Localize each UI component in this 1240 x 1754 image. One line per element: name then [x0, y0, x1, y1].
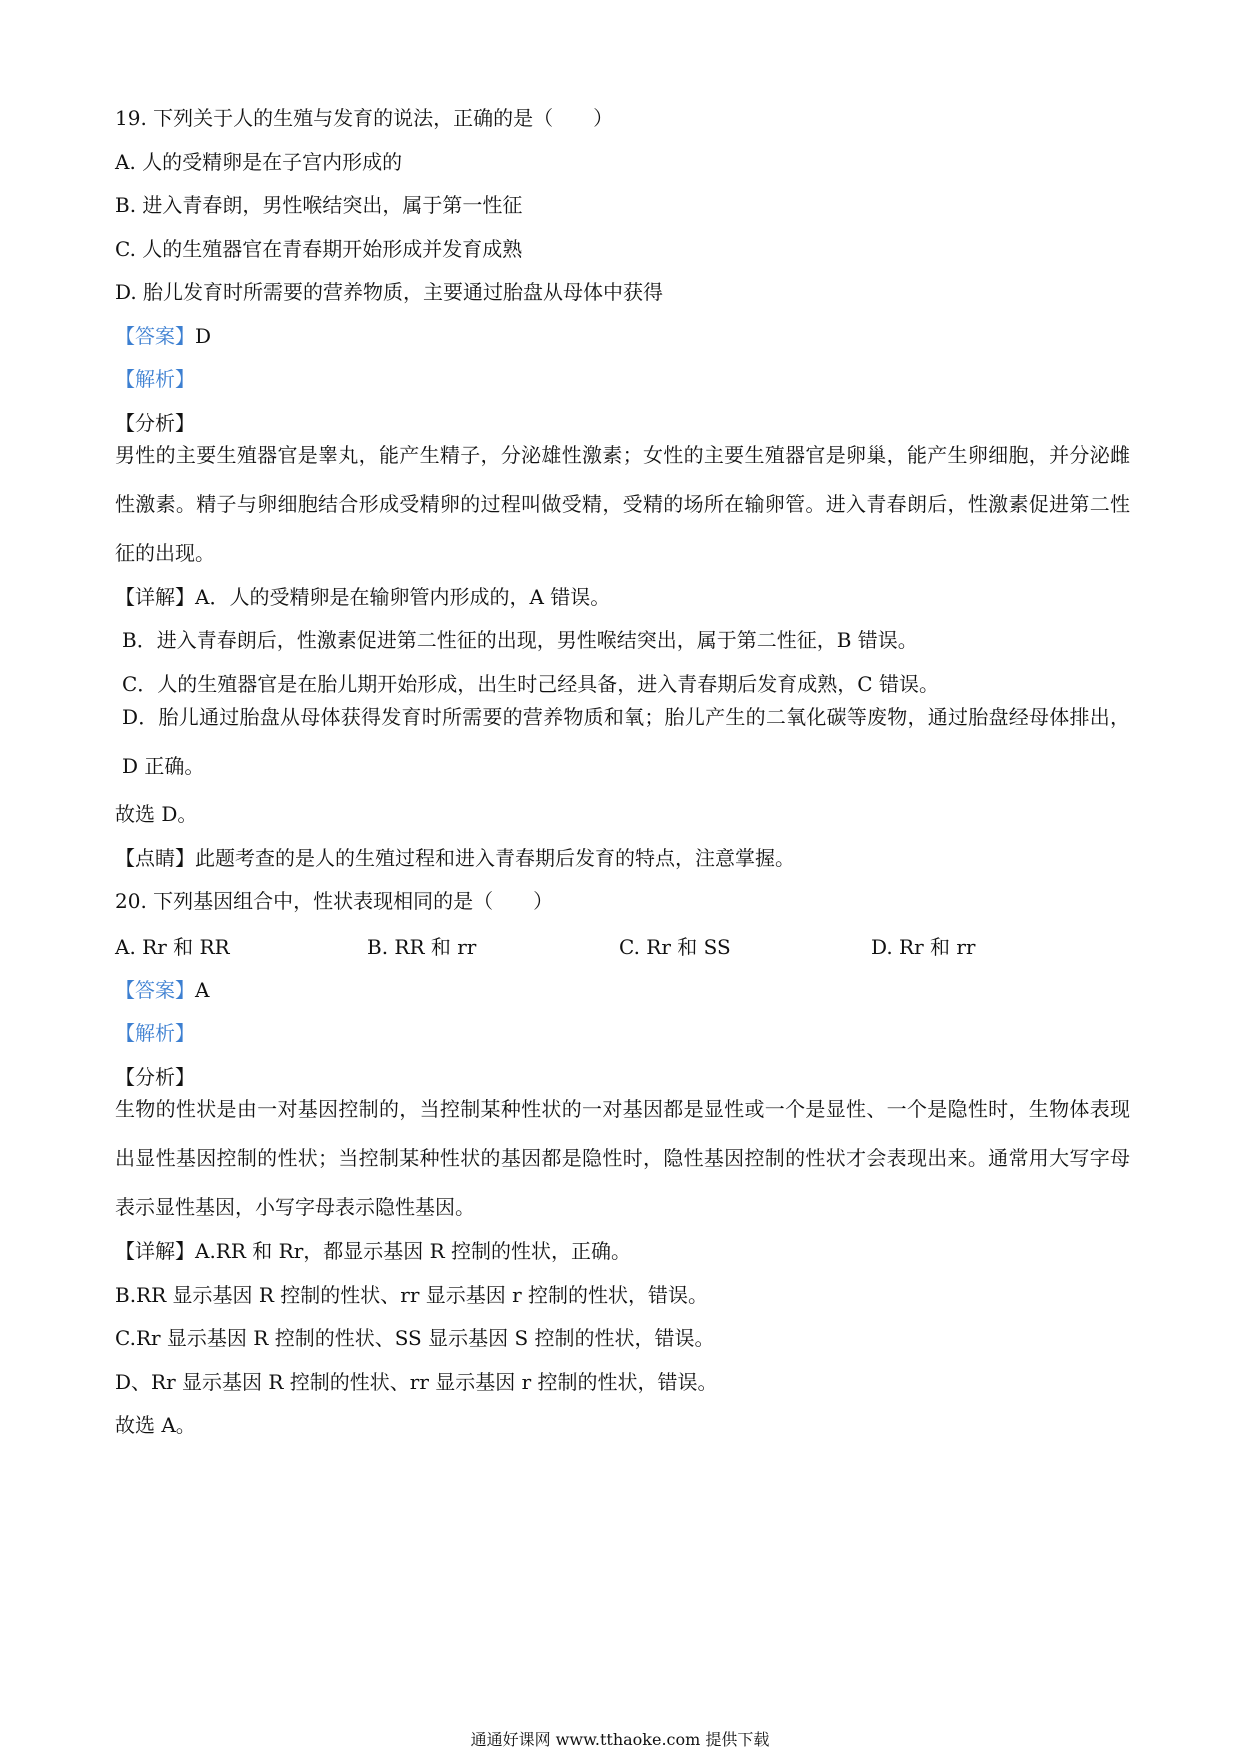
answer-tag: 【答案】	[115, 978, 195, 1002]
detail-tag: 【详解】	[115, 585, 195, 609]
q19-detail-d: D．胎儿通过胎盘从母体获得发育时所需要的营养物质和氧；胎儿产生的二氧化碳等废物，通过胎盘经母体排出，D 正确。	[122, 705, 1130, 778]
q20-fenxi-text: 生物的性状是由一对基因控制的，当控制某种性状的一对基因都是显性或一个是显性、一个是隐性时，生物体表现出显性基因控制的性状；当控制某种性状的基因都是隐性时，隐性基因控制的性状才会表现出来。通常用大写字母表示显性基因，小写字母表示隐性基因。	[115, 1097, 1130, 1219]
q20-detail-a: 【详解】A.RR 和 Rr，都显示基因 R 控制的性状，正确。	[115, 1239, 632, 1263]
q19-answer	[115, 323, 211, 349]
q20-choose: 故选 A。	[115, 1413, 196, 1437]
q20-option-c: C. Rr 和 SS	[619, 935, 731, 959]
question-20-stem: 20. 下列基因组合中，性状表现相同的是（ ）	[115, 889, 554, 913]
answer-tag: 【答案】	[115, 324, 195, 348]
footer-source: 通通好课网 www.tthaoke.com 提供下载	[470, 1730, 770, 1749]
q19-choose: 故选 D。	[115, 802, 198, 826]
q20-option-b: B. RR 和 rr	[367, 935, 477, 959]
q19-option-c: C. 人的生殖器官在青春期开始形成并发育成熟	[115, 237, 523, 261]
dianjing-tag: 【点睛】	[115, 846, 195, 870]
q19-detail-c: C．人的生殖器官是在胎儿期开始形成，出生时己经具备，进入青春期后发育成熟，C 错误。	[122, 672, 939, 696]
q19-dianjing: 【点睛】此题考查的是人的生殖过程和进入青春期后发育的特点，注意掌握。	[115, 846, 795, 870]
q19-fenxi-text: 男性的主要生殖器官是睾丸，能产生精子，分泌雄性激素；女性的主要生殖器官是卵巢，能产生卵细胞，并分泌雌性激素。精子与卵细胞结合形成受精卵的过程叫做受精，受精的场所在输卵管。进入青春朗后，性激素促进第二性征的出现。	[115, 443, 1130, 565]
q19-detail-a: 【详解】A．人的受精卵是在输卵管内形成的，A 错误。	[115, 585, 611, 609]
q19-analysis-tag: 【解析】	[115, 367, 195, 391]
answer-value: A	[195, 978, 210, 1002]
answer-value: D	[195, 324, 212, 348]
question-19-stem: 19. 下列关于人的生殖与发育的说法，正确的是（ ）	[115, 106, 614, 130]
q19-option-b: B. 进入青春朗，男性喉结突出，属于第一性征	[115, 193, 523, 217]
q20-detail-c: C.Rr 显示基因 R 控制的性状、SS 显示基因 S 控制的性状，错误。	[115, 1326, 715, 1350]
q20-fenxi-tag: 【分析】	[115, 1065, 195, 1089]
detail-tag: 【详解】	[115, 1239, 195, 1263]
q19-detail-b: B．进入青春朗后，性激素促进第二性征的出现，男性喉结突出，属于第二性征，B 错误。	[122, 628, 918, 652]
q19-option-d: D. 胎儿发育时所需要的营养物质，主要通过胎盘从母体中获得	[115, 280, 664, 304]
q20-answer	[115, 977, 209, 1003]
q20-option-d: D. Rr 和 rr	[871, 935, 976, 959]
q19-fenxi-tag: 【分析】	[115, 411, 195, 435]
q20-analysis-tag: 【解析】	[115, 1021, 195, 1045]
q20-detail-b: B.RR 显示基因 R 控制的性状、rr 显示基因 r 控制的性状，错误。	[115, 1283, 709, 1307]
q19-option-a: A. 人的受精卵是在子宫内形成的	[115, 150, 403, 174]
q20-option-a: A. Rr 和 RR	[115, 935, 230, 959]
q20-detail-d: D、Rr 显示基因 R 控制的性状、rr 显示基因 r 控制的性状，错误。	[115, 1370, 718, 1394]
